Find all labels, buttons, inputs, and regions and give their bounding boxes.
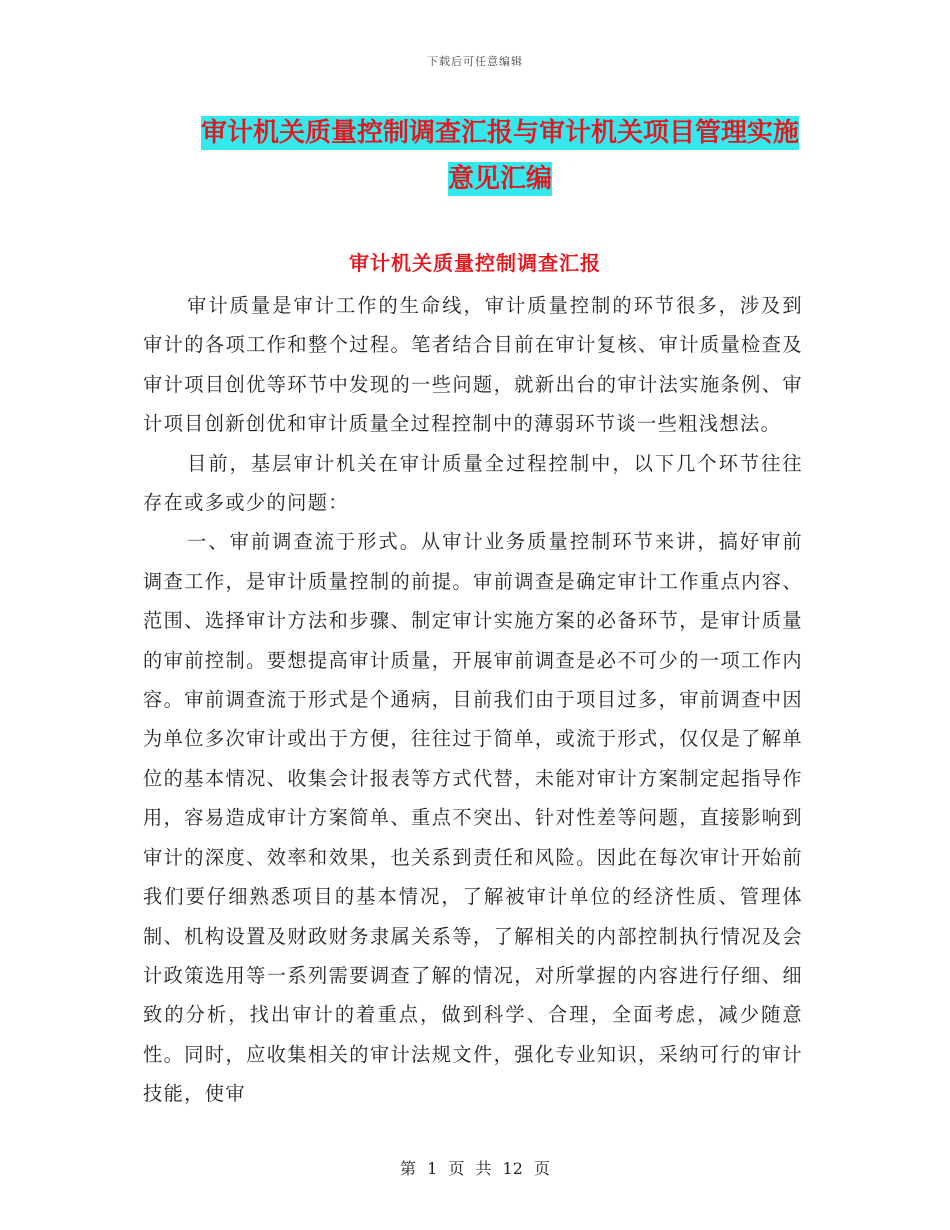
section-title: 审计机关质量控制调查汇报 xyxy=(349,251,601,275)
document-title-line1: 审计机关质量控制调查汇报与审计机关项目管理实施 xyxy=(200,118,799,148)
document-title-line2: 意见汇编 xyxy=(447,164,552,194)
body-text xyxy=(143,286,803,1114)
paragraph-2: 目前，基层审计机关在审计质量全过程控制中，以下几个环节往往存在或多或少的问题： xyxy=(143,451,803,515)
page-number-footer: 第 1 页 共 12 页 xyxy=(400,1159,550,1178)
document-title xyxy=(190,110,810,202)
paragraph-3: 一、审前调查流于形式。从审计业务质量控制环节来讲，搞好审前调查工作，是审计质量控制的前提。审前调查是确定审计工作重点内容、范围、选择审计方法和步骤、制定审计实施方案的必备环节，是审计质量的审前控制。要想提高审计质量，开展审前调查是必不可少的一项工作内容。审前调查流于形式是个通病，目前我们由于项目过多，审前调查中因为单位多次审计或出于方便，往往过于简单，或流于形式，仅仅是了解单位的基本情况、收集会计报表等方式代替，未能对审计方案制定起指导作用，容易造成审计方案简单、重点不突出、针对性差等问题，直接影响到审计的深度、效率和效果，也关系到责任和风险。因此在每次审计开始前我们要仔细熟悉项目的基本情况，了解被审计单位的经济性质、管理体制、机构设置及财政财务隶属关系等，了解相关的内部控制执行情况及会计政策选用等一系列需要调查了解的情况，对所掌握的内容进行仔细、细致的分析，找出审计的着重点，做到科学、合理，全面考虑，减少随意性。同时，应收集相关的审计法规文件，强化专业知识，采纳可行的审计技能，使审 xyxy=(143,530,803,1106)
paragraph-1: 审计质量是审计工作的生命线，审计质量控制的环节很多，涉及到审计的各项工作和整个过程。笔者结合目前在审计复核、审计质量检查及审计项目创优等环节中发现的一些问题，就新出台的审计法实施条例、审计项目创新创优和审计质量全过程控制中的薄弱环节谈一些粗浅想法。 xyxy=(143,294,803,436)
page-header-note: 下载后可任意编辑 xyxy=(427,55,523,68)
